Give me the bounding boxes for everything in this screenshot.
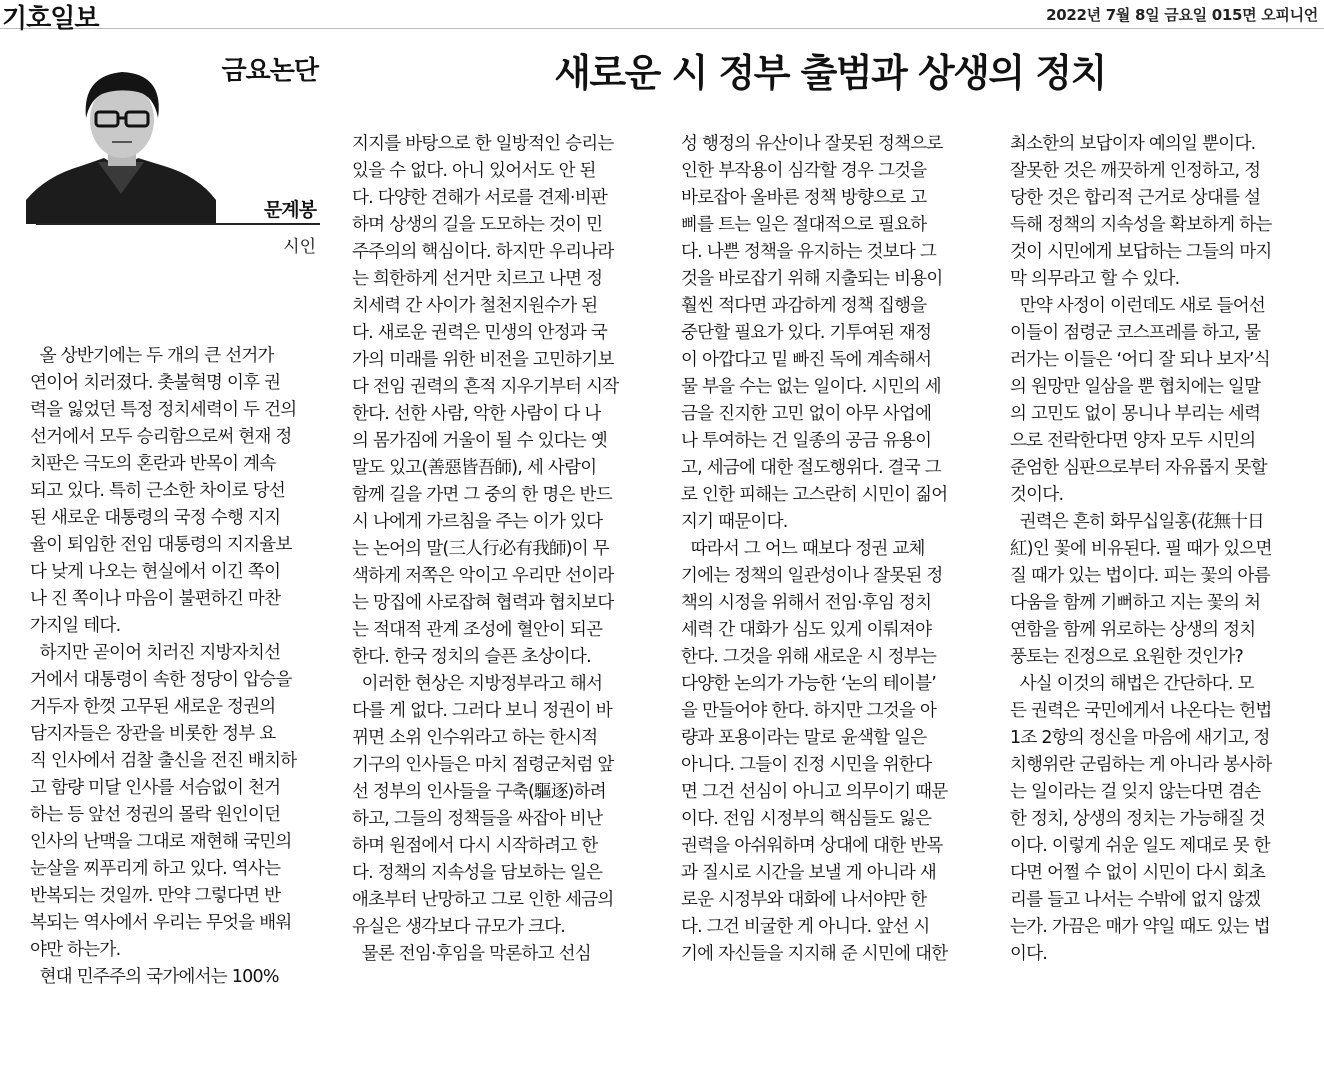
article-line: 는가. 가끔은 매가 약일 때도 있는 법 [1010,917,1270,937]
article-line: 사실 이것의 해법은 간단하다. 모 [1010,674,1254,694]
article-line: 거두자 한껏 고무된 새로운 정권의 [30,697,276,717]
article-line: 다. 다양한 견해가 서로를 견제·비판 [352,188,608,208]
article-line: 눈살을 찌푸리게 하고 있다. 역사는 [30,859,281,879]
article-line: 의 몸가짐에 거울이 될 수 있다는 옛 [352,431,608,451]
article-line: 막 의무라고 할 수 있다. [1010,269,1180,289]
article-line: 있을 수 없다. 아니 있어서도 안 된 [352,161,596,181]
article-line: 하며 원점에서 다시 시작하려고 한 [352,836,598,856]
masthead [0,0,1324,34]
article-line: 을 만들어야 한다. 하지만 그것을 아 [681,701,937,721]
article-line: 율이 퇴임한 전임 대통령의 지지율보 [30,535,292,555]
article-line: 는 희한하게 선거만 치르고 나면 정 [352,269,603,289]
article-line: 세력 간 대화가 심도 있게 이뤄져야 [681,620,932,640]
article-line: 리를 들고 나서는 수밖에 없지 않겠 [1010,890,1261,910]
article-line: 것을 바로잡기 위해 지출되는 비용이 [681,269,943,289]
article-line: 복되는 역사에서 우리는 무엇을 배워 [30,913,292,933]
article-line: 야만 하는가. [30,940,121,960]
article-line: 기에는 정책의 일관성이나 잘못된 정 [681,566,943,586]
dateline: 2022년 7월 8일 금요일 015면 오피니언 [1046,6,1318,24]
article-line: 성 행정의 유산이나 잘못된 정책으로 [681,134,943,154]
article-line: 연함을 함께 위로하는 상생의 정치 [1010,620,1256,640]
article-line: 유실은 생각보다 규모가 크다. [352,917,566,937]
article-line: 든 권력은 국민에게서 나온다는 헌법 [1010,701,1272,721]
article-line: 의 고민도 없이 몽니나 부리는 세력 [1010,404,1261,424]
article-line: 의 원망만 일삼을 뿐 협치에는 일말 [1010,377,1261,397]
article-line: 애초부터 난망하고 그로 인한 세금의 [352,890,614,910]
article-line: 선거에서 모두 승리함으로써 현재 정 [30,427,292,447]
article-line: 것이 시민에게 보답하는 그들의 마지 [1010,242,1272,262]
article-line: 현대 민주주의 국가에서는 100% [30,967,279,987]
article-line: 주주의의 핵심이다. 하지만 우리나라 [352,242,614,262]
article-line: 한다. 그것을 위해 새로운 시 정부는 [681,647,937,667]
article-column-3 [681,131,975,968]
article-line: 인사의 난맥을 그대로 재현해 국민의 [30,832,292,852]
author-name: 문계봉 [263,199,316,221]
article-line: 이다. [1010,944,1048,964]
article-line: 준엄한 심판으로부터 자유롭지 못할 [1010,458,1267,478]
article-line: 거에서 대통령이 속한 정당이 압승을 [30,670,292,690]
article-line: 과 질시로 시간을 보낼 게 아니라 새 [681,863,937,883]
article-line: 올 상반기에는 두 개의 큰 선거가 [30,346,274,366]
article-line: 고 함량 미달 인사를 서슴없이 천거 [30,778,281,798]
article-line: 이 아깝다고 밑 빠진 독에 계속해서 [681,350,932,370]
article-line: 당한 것은 합리적 근거로 상대를 설 [1010,188,1261,208]
article-line: 되고 있다. 특히 근소한 차이로 당선 [30,481,286,501]
article-line: 득해 정책의 지속성을 확보하게 하는 [1010,215,1272,235]
article-line: 책의 시정을 위해서 전임·후임 정치 [681,593,932,613]
newspaper-logo: 기호일보 [2,4,99,34]
article-line: 말도 있고(善惡皆吾師), 세 사람이 [352,458,597,478]
article-line: 금을 진지한 고민 없이 아무 사업에 [681,404,932,424]
article-line: 하는 등 앞선 정권의 몰락 원인이던 [30,805,281,825]
column-name: 금요논단 [221,56,318,86]
article-line: 권력을 아쉬워하며 상대에 대한 반목 [681,836,943,856]
article-line: 는 일이라는 걸 잊지 않는다면 겸손 [1010,782,1261,802]
article-line: 직 인사에서 검찰 출신을 전진 배치하 [30,751,297,771]
article-line: 하지만 곧이어 치러진 지방자치선 [30,643,281,663]
article-line: 반복되는 것일까. 만약 그렇다면 반 [30,886,281,906]
article-column-4 [1010,131,1308,968]
article-line: 기에 자신들을 지지해 준 시민에 대한 [681,944,948,964]
article-line: 력을 잃었던 특정 정치세력이 두 건의 [30,400,297,420]
article-line: 한다. 한국 정치의 슬픈 초상이다. [352,647,591,667]
article-line: 색하게 저쪽은 악이고 우리만 선이라 [352,566,614,586]
article-line: 다움을 함께 기뻐하고 지는 꽃의 처 [1010,593,1261,613]
article-column-2 [352,131,644,968]
article-line: 로운 시정부와 대화에 나서야만 한 [681,890,927,910]
article-line: 훨씬 적다면 과감하게 정책 집행을 [681,296,927,316]
article-line: 최소한의 보답이자 예의일 뿐이다. [1010,134,1256,154]
article-line: 권력은 흔히 화무십일홍(花無十日 [1010,512,1264,532]
article-line: 이들이 점령군 코스프레를 하고, 물 [1010,323,1261,343]
article-line: 이다. 이렇게 쉬운 일도 제대로 못 한 [1010,836,1270,856]
article-line: 바로잡아 올바른 정책 방향으로 고 [681,188,927,208]
article-line: 연이어 치러졌다. 촛불혁명 이후 권 [30,373,281,393]
article-line: 다양한 논의가 가능한 ‘논의 테이블’ [681,674,937,694]
article-line: 치판은 극도의 혼란과 반목이 계속 [30,454,276,474]
article-line: 가의 미래를 위한 비전을 고민하기보 [352,350,614,370]
article-line: 인한 부작용이 심각할 경우 그것을 [681,161,927,181]
article-line: 한 정치, 상생의 정치는 가능해질 것 [1010,809,1266,829]
article-line: 만약 사정이 이런데도 새로 들어선 [1010,296,1266,316]
article-line: 함께 길을 가면 그 중의 한 명은 반드 [352,485,612,505]
article-line: 는 논어의 말(三人行必有我師)이 무 [352,539,609,559]
article-line: 따라서 그 어느 때보다 정권 교체 [681,539,925,559]
article-line: 기구의 인사들은 마치 점령군처럼 앞 [352,755,614,775]
article-line: 紅)인 꽃에 비유된다. 필 때가 있으면 [1010,539,1272,559]
article-line: 나 투여하는 건 일종의 공금 유용이 [681,431,932,451]
article-line: 다. 나쁜 정책을 유지하는 것보다 그 [681,242,937,262]
article-line: 선 정부의 인사들을 구축(驅逐)하려 [352,782,606,802]
byline-rule [36,223,320,225]
article-line: 다면 어쩔 수 없이 시민이 다시 회초 [1010,863,1266,883]
article-line: 된 새로운 대통령의 국정 수행 지지 [30,508,281,528]
article-line: 것이다. [1010,485,1064,505]
article-line: 한다. 선한 사람, 악한 사람이 다 나 [352,404,601,424]
article-line: 이다. 전임 시정부의 핵심들도 잃은 [681,809,932,829]
article-line: 하고, 그들의 정책들을 싸잡아 비난 [352,809,603,829]
article-line: 잘못한 것은 깨끗하게 인정하고, 정 [1010,161,1261,181]
article-line: 다를 게 없다. 그러다 보니 정권이 바 [352,701,612,721]
article-line: 다. 새로운 권력은 민생의 안정과 국 [352,323,608,343]
article-line: 다. 정책의 지속성을 담보하는 일은 [352,863,603,883]
article-line: 삐를 트는 일은 절대적으로 필요하 [681,215,927,235]
article-line: 량과 포용이라는 말로 윤색할 일은 [681,728,927,748]
article-line: 가지일 테다. [30,616,121,636]
article-line: 으로 전락한다면 양자 모두 시민의 [1010,431,1256,451]
article-line: 치행위란 군림하는 게 아니라 봉사하 [1010,755,1272,775]
article-line: 1조 2항의 정신을 마음에 새기고, 정 [1010,728,1270,748]
article-line: 면 그건 선심이 아니고 의무이기 때문 [681,782,948,802]
article-line: 질 때가 있는 법이다. 피는 꽃의 아름 [1010,566,1270,586]
article-line: 다. 그건 비굴한 게 아니다. 앞선 시 [681,917,930,937]
article-line: 하며 상생의 길을 도모하는 것이 민 [352,215,603,235]
article-line: 다 전임 권력의 흔적 지우기부터 시작 [352,377,619,397]
article-line: 고, 세금에 대한 절도행위다. 결국 그 [681,458,941,478]
article-line: 로 인한 피해는 고스란히 시민이 짊어 [681,485,948,505]
article-line: 지지를 바탕으로 한 일방적인 승리는 [352,134,614,154]
article-line: 이러한 현상은 지방정부라고 해서 [352,674,603,694]
article-line: 나 진 쪽이나 마음이 불편하긴 마찬 [30,589,281,609]
article-line: 물론 전임·후임을 막론하고 선심 [352,944,591,964]
article-column-1 [30,343,324,991]
article-line: 치세력 간 사이가 철천지원수가 된 [352,296,598,316]
article-line: 다 낮게 나오는 현실에서 이긴 쪽이 [30,562,281,582]
article-line: 담지자들은 장관을 비롯한 정부 요 [30,724,276,744]
article-line: 아니다. 그들이 진정 시민을 위한다 [681,755,932,775]
article-line: 시 나에게 가르침을 주는 이가 있다 [352,512,603,532]
article-line: 러가는 이들은 ‘어디 잘 되나 보자’식 [1010,350,1270,370]
article-line: 중단할 필요가 있다. 기투여된 재정 [681,323,932,343]
article-line: 지기 때문이다. [681,512,788,532]
article-line: 뀌면 소위 인수위라고 하는 한시적 [352,728,598,748]
article-line: 풍토는 진정으로 요원한 것인가? [1010,647,1243,667]
article-line: 는 적대적 관계 조성에 혈안이 되곤 [352,620,603,640]
article-line: 는 망집에 사로잡혀 협력과 협치보다 [352,593,614,613]
article-line: 물 부을 수는 없는 일이다. 시민의 세 [681,377,941,397]
headline: 새로운 시 정부 출범과 상생의 정치 [554,51,1106,95]
author-title: 시인 [283,237,316,257]
